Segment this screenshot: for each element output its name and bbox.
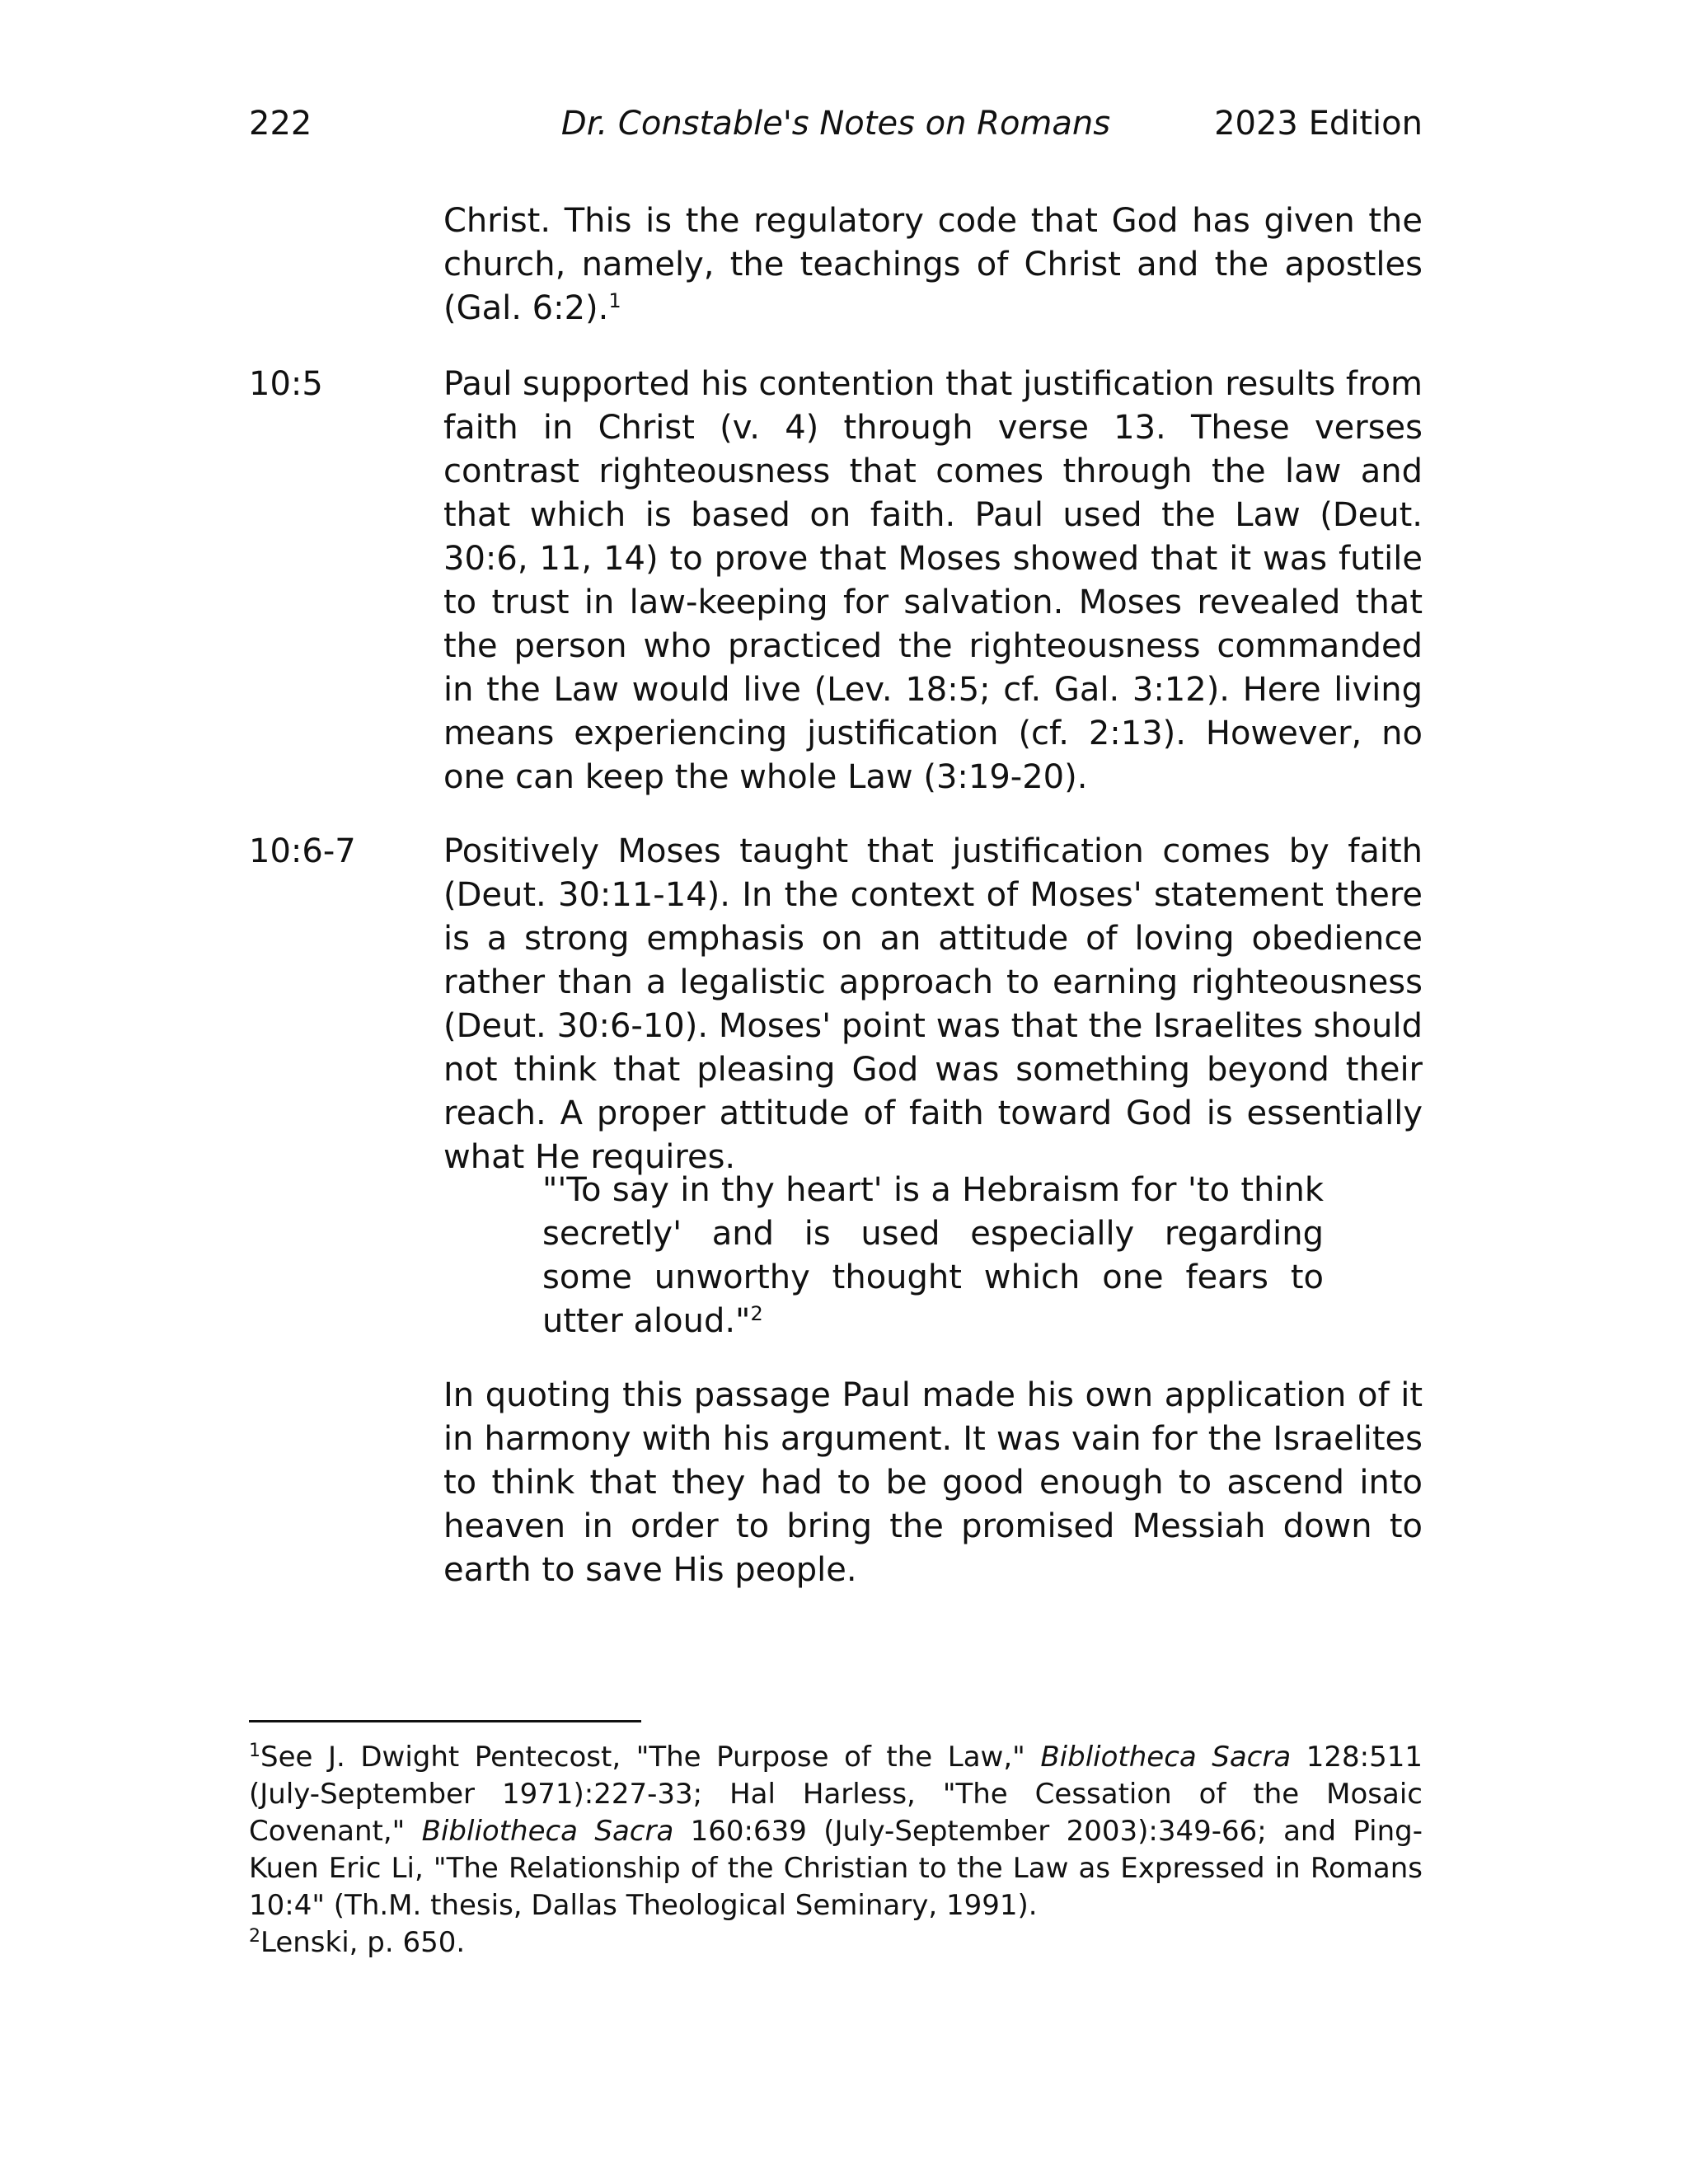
- footnote-divider: [249, 1720, 641, 1722]
- continuation-paragraph: [443, 199, 1423, 330]
- after-quote-paragraph: In quoting this passage Paul made his own application of it in harmony with his argument. It was vain for the Israelites to think that they had to be good enough to ascend into heaven in order to bring the promised Messiah down to earth to save His people.: [443, 1376, 1423, 1589]
- footnote-marker-2: 2: [750, 1302, 763, 1325]
- section-paragraph-10-5: Paul supported his contention that justification results from faith in Christ (v. 4) through verse 13. These verses contrast righteousness that comes through the law and that which is based on faith. Paul used the Law (Deut. 30:6, 11, 14) to prove that Moses showed that it was futile to trust in law-keeping for salvation. Moses revealed that the person who practiced the righteousness commanded in the Law would live (Lev. 18:5; cf. Gal. 3:12). Here living means experiencing justification (cf. 2:13). However, no one can keep the whole Law (3:19-20).: [443, 365, 1423, 796]
- section-paragraph-10-6-7: Positively Moses taught that justification comes by faith (Deut. 30:11-14). In the context of Moses' statement there is a strong emphasis on an attitude of loving obedience rather than a legalistic approach to earning righteousness (Deut. 30:6-10). Moses' point was that the Israelites should not think that pleasing God was something beyond their reach. A proper attitude of faith toward God is essentially what He requires.: [443, 832, 1423, 1176]
- quote-text: "'To say in thy heart' is a Hebraism for 'to think secretly' and is used especially regarding some unworthy thought which one fears to utter aloud.": [542, 1171, 1324, 1340]
- footnote-1: $^1$See J. Dwight Pentecost, "The Purpose of the Law," Bibliotheca Sacra 128:511 (July-September 1971):227-33; Hal Harless, "The Cessation of the Mosaic Covenant," Bibliotheca Sacra 160:639 (July-September 2003):349-66; and Ping-Kuen Eric Li, "The Relationship of the Christian to the Law as Expressed in Romans 10:4" (Th.M. thesis, Dallas Theological Seminary, 1991).: [249, 1741, 1423, 1922]
- block-quote: [542, 1169, 1324, 1343]
- footnote-number: 2: [249, 1926, 260, 1947]
- footnote-2: $^2$Lenski, p. 650.: [249, 1926, 466, 1959]
- footnote-number: 1: [249, 1741, 260, 1761]
- journal-title: Bibliotheca Sacra: [421, 1815, 674, 1848]
- page-number: 222: [249, 105, 312, 143]
- continuation-text: Christ. This is the regulatory code that God has given the church, namely, the teachings of Christ and the apostles (Gal. 6:2).: [443, 202, 1423, 327]
- verse-ref-10-5: 10:5: [249, 365, 323, 403]
- page-header: [249, 101, 1423, 147]
- journal-title: Bibliotheca Sacra: [1040, 1741, 1292, 1774]
- footnote-marker-1: 1: [608, 289, 621, 312]
- edition-label: 2023 Edition: [1214, 105, 1423, 143]
- running-title: Dr. Constable's Notes on Romans: [560, 105, 1111, 143]
- verse-ref-10-6-7: 10:6-7: [249, 832, 356, 870]
- footnotes: [249, 1739, 1423, 1961]
